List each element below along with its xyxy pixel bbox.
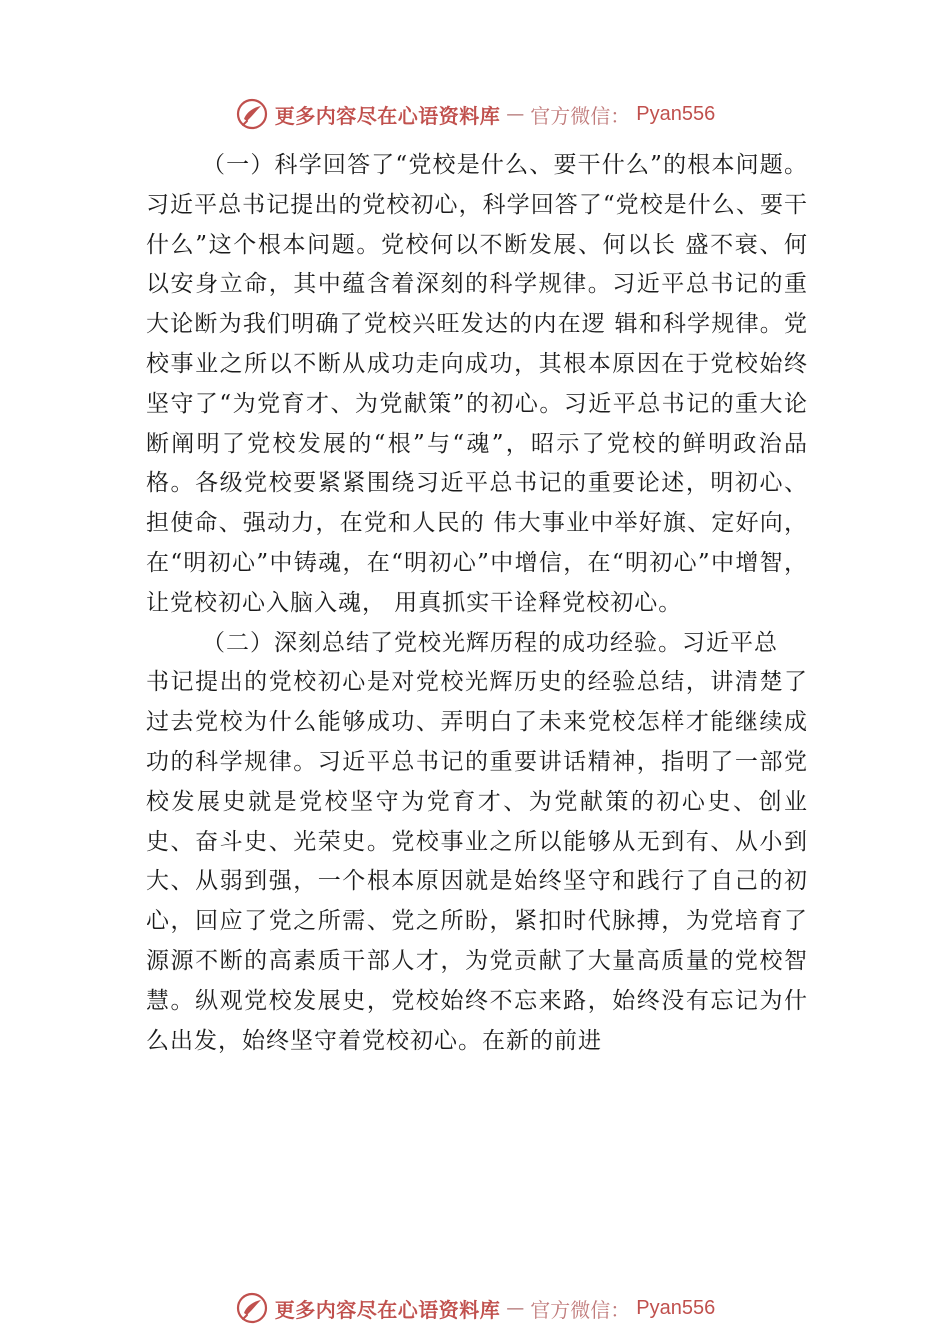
header-watermark-banner — [0, 94, 950, 134]
header-wechat-label: 官方微信： — [530, 103, 631, 128]
brand-logo-icon — [235, 97, 269, 131]
header-brand-text: 更多内容尽在心语资料库 — [274, 103, 501, 128]
header-separator: — — [506, 103, 525, 125]
footer-watermark-banner — [0, 1288, 950, 1328]
paragraph-two-body: 书记提出的党校初心是对党校光辉历史的经验总结，讲清楚了过去党校为什么能够成功、弄明白了未来党校怎样才能继续成功的科学规律。习近平总书记的重要讲话精神，指明了一部党校发展史就是党校坚守为党育才、为党献策的初心史、创业史、奋斗史、光荣史。党校事业之所以能够从无到有、从小到大、从弱到强，一个根本原因就是始终坚守和践行了自己的初心，回应了党之所需、党之所盼，紧扣时代脉搏，为党培育了源源不断的高素质干部人才，为党贡献了大量高质量的党校智慧。纵观党校发展史，党校始终不忘来路，始终没有忘记为什么出发，始终坚守着党校初心。在新的前进 — [146, 669, 808, 1054]
paragraph-one: （一）科学回答了“党校是什么、要干什么”的根本问题。习近平总书记提出的党校初心，科学回答了“党校是什么、要干什么”这个根本问题。党校何以不断发展、何以长 盛不衰、何以安身立命，其中蕴含着深刻的科学规律。习近平总书记的重大论断为我们明确了党校兴旺发达的内在逻 辑和科学规律。党校事业之所以不断从成功走向成功，其根本原因在于党校始终坚守了“为党育才、为党献策”的初心。习近平总书记的重大论断阐明了党校发展的“根”与“魂”，昭示了党校的鲜明政治品格。各级党校要紧紧围绕习近平总书记的重要论述，明初心、担使命、强动力，在党和人民的 伟大事业中举好旗、定好向，在“明初心”中铸魂，在“明初心”中增信，在“明初心”中增智，让党校初心入脑入魂， 用真抓实干诠释党校初心。 — [146, 152, 808, 616]
footer-brand-text: 更多内容尽在心语资料库 — [274, 1297, 501, 1322]
header-wechat-account: Pyan556 — [636, 102, 716, 125]
brand-logo-icon — [235, 1291, 269, 1325]
footer-wechat-label: 官方微信： — [530, 1297, 631, 1322]
paragraph-two-heading: （二）深刻总结了党校光辉历程的成功经验。习近平总 — [202, 629, 778, 656]
footer-wechat-account: Pyan556 — [636, 1296, 716, 1319]
document-body — [146, 146, 808, 1061]
footer-separator: — — [506, 1297, 525, 1319]
